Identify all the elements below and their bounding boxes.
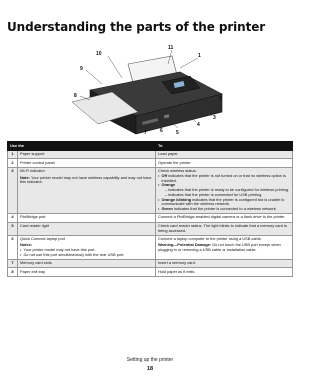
part-name: Card reader light	[18, 222, 156, 235]
row-number: 1	[8, 151, 18, 159]
footer-section-title: Setting up the printer	[126, 357, 174, 363]
part-name: Wi-Fi indicator	[20, 168, 45, 174]
callout-9: 9	[80, 66, 83, 72]
part-name: Memory card slots	[18, 259, 156, 267]
row-number: 4	[8, 214, 18, 222]
table-row	[8, 167, 293, 213]
part-purpose: Check card reader status. The light blinks to indicate that a memory card is being accessed.	[156, 222, 293, 235]
part-note	[20, 176, 153, 185]
callout-2: 2	[219, 96, 222, 102]
part-purpose: Insert a memory card.	[156, 259, 293, 267]
status-sub: – indicates that the printer is ready to be configured for wireless printing.	[165, 187, 290, 193]
callout-3: 3	[213, 115, 216, 121]
row-number: 2	[8, 159, 18, 167]
callout-11: 11	[168, 45, 174, 51]
part-name-cell	[18, 167, 156, 213]
note-label: Note:	[20, 174, 30, 180]
printer-illustration	[50, 42, 250, 142]
callout-4: 4	[197, 122, 200, 128]
row-number: 5	[8, 222, 18, 235]
purpose-text: Connect a laptop computer to the printer using a USB cable.	[158, 236, 262, 242]
callout-1: 1	[198, 53, 201, 59]
status-label: Orange blinking	[161, 196, 192, 202]
part-purpose: Connect a PictBridge-enabled digital camera or a flash drive to the printer.	[156, 214, 293, 222]
status-off	[158, 174, 290, 183]
table-header-row	[8, 142, 293, 151]
row-number: 3	[8, 167, 18, 213]
part-purpose-cell	[156, 167, 293, 213]
part-purpose-cell	[156, 235, 293, 259]
callout-7: 7	[144, 130, 147, 136]
part-name: Paper support	[18, 151, 156, 159]
part-purpose: Load paper.	[156, 151, 293, 159]
notes-label: Notes:	[20, 242, 33, 248]
header-to: To	[156, 142, 293, 151]
status-text: indicates that the printer is connected to a wireless network.	[173, 205, 277, 211]
part-name: PictBridge port	[18, 214, 156, 222]
status-orange	[158, 183, 290, 197]
status-label: Green	[161, 205, 173, 211]
header-use: Use the	[8, 142, 156, 151]
table-row	[8, 268, 293, 276]
printer-drawing	[50, 42, 250, 142]
page-number: 18	[146, 366, 154, 372]
part-name: Paper exit tray	[18, 268, 156, 276]
purpose-intro: Check wireless status:	[158, 168, 197, 174]
status-text: indicates that the printer is configured but is unable to communicate with the wireless network.	[161, 196, 285, 207]
status-label: Off	[161, 173, 168, 179]
part-name: Quick Connect laptop port	[20, 236, 65, 242]
table-row	[8, 151, 293, 159]
row-number: 8	[8, 268, 18, 276]
note-item: • Do not use this port simultaneously with the rear USB port.	[20, 253, 153, 258]
parts-table	[7, 141, 293, 277]
callout-8: 8	[74, 93, 77, 99]
note-item: • Your printer model may not have this port.	[20, 248, 153, 253]
table-row	[8, 214, 293, 222]
notes-list	[20, 248, 153, 257]
part-name: Printer control panel	[18, 159, 156, 167]
warning-label: Warning—Potential Damage:	[158, 242, 212, 248]
table-row	[8, 159, 293, 167]
status-green	[158, 207, 290, 212]
row-number: 7	[8, 259, 18, 267]
warning-text: Do not touch the USB port except when plugging in or removing a USB cable or installation cable.	[158, 242, 281, 253]
status-list	[158, 174, 290, 212]
part-purpose: Operate the printer.	[156, 159, 293, 167]
table-row	[8, 259, 293, 267]
table-row	[8, 222, 293, 235]
row-number: 6	[8, 235, 18, 259]
note-text: Your printer model may not have wireless capability and may not have this indicator.	[20, 174, 152, 185]
status-label: Orange	[161, 182, 176, 188]
part-purpose: Hold paper as it exits.	[156, 268, 293, 276]
callout-10: 10	[96, 51, 102, 57]
table-row	[8, 235, 293, 259]
status-sub: – indicates that the printer is connected for USB printing.	[165, 191, 263, 197]
page-title: Understanding the parts of the printer	[7, 20, 266, 34]
callout-5: 5	[176, 130, 179, 136]
part-name-cell	[18, 235, 156, 259]
status-text: indicates that the printer is not turned on or that no wireless option is installed.	[161, 173, 286, 183]
warning	[158, 243, 290, 252]
callout-6: 6	[160, 128, 163, 134]
